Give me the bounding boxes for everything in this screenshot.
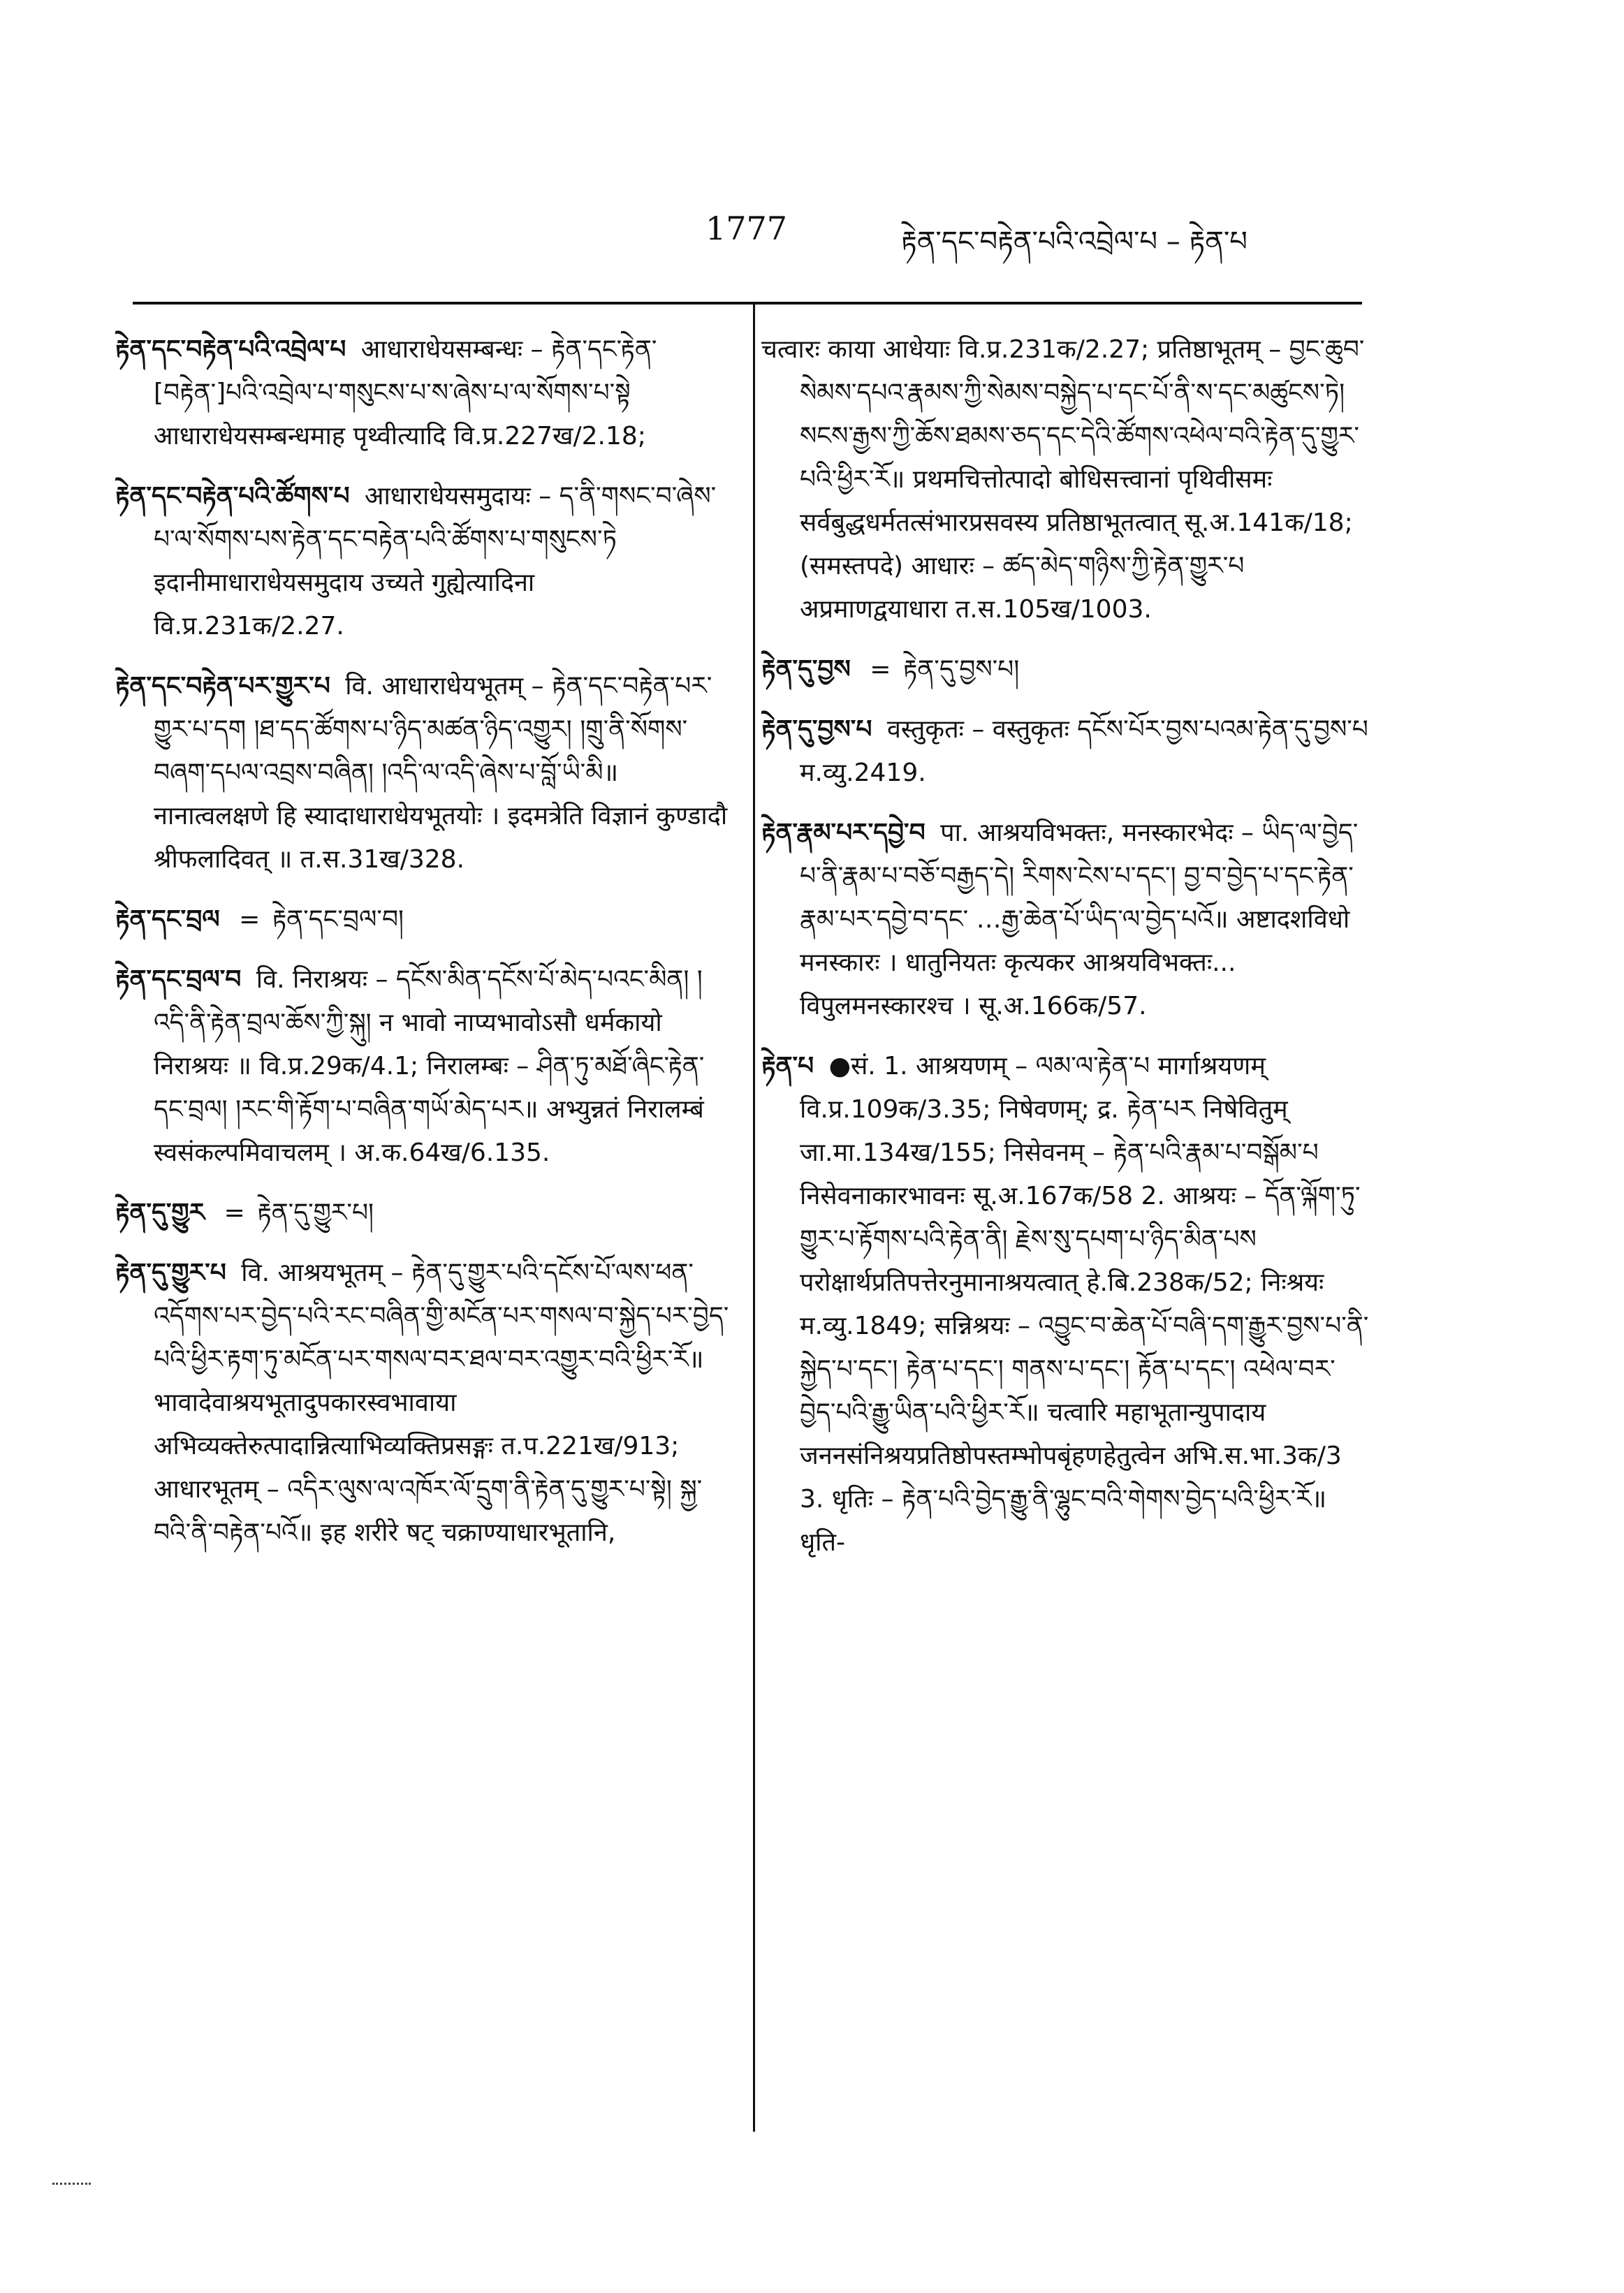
entry-body: ●सं. 1. आश्रयणम् – ལམ་ལ་རྟེན་པ मार्गाश्रयणम् वि.प्र.109क/3.35; निषेवणम्; द्र. རྟེན་པར निषेवितुम् जा.मा.134ख/155; निसेवनम् – རྟེན་པའི་རྣམ་པ་བསྒོམ་པ निसेवनाकारभावनः सू.अ.167क/58 2. आश्रयः – དོན་ལྐོག་ཏུ་གྱུར་པ་རྟོགས་པའི་རྟེན་ནི། རྗེས་སུ་དཔག་པ་ཉིད་མིན་པས परोक्षार्थप्रतिपत्तेरनुमानाश्रयत्वात् हे.बि.238क/52; निःश्रयः म.व्यु.1849; सन्निश्रयः – འབྱུང་བ་ཆེན་པོ་བཞི་དག་རྒྱུར་བྱས་པ་ནི་སྐྱེད་པ་དང་། རྟེན་པ་དང་། གནས་པ་དང་། རྟོན་པ་དང་། འཕེལ་བར་བྱེད་པའི་རྒྱུ་ཡིན་པའི་ཕྱིར་རོ॥ चत्वारि महाभूतान्युपादाय जननसंनिश्रयप्रतिष्ठोपस्तम्भोपबृंहणहेतुत्वेन अभि.स.भा.3क/3 3. धृतिः – རྟེན་པའི་བྱེད་རྒྱུ་ནི་ལྷུང་བའི་གེགས་བྱེད་པའི་ཕྱིར་རོ॥ धृति- [800,1052,1369,1557]
cross-reference-entry [761,648,1369,691]
entry-body: पा. आश्रयविभक्तः, मनस्कारभेदः – ཡིད་ལ་བྱེད་པ་ནི་རྣམ་པ་བཅོ་བརྒྱད་དེ། རིགས་ངེས་པ་དང་། བྱ་བ་བྱེད་པ་དང་རྟེན་རྣམ་པར་དབྱེ་བ་དང་ …རྒྱ་ཆེན་པོ་ཡིད་ལ་བྱེད་པའོ॥ अष्टादशविधो मनस्कारः । धातुनियतः कृत्यकर आश्रयविभक्तः... विपुलमनस्कारश्च । सू.अ.166क/57. [800,819,1359,1020]
entry-headword: རྟེན་དུ་བྱས [761,655,851,684]
entry-headword: རྟེན་པ [761,1052,814,1080]
entry-headword: རྟེན་དུ་གྱུར [115,1199,205,1227]
entry-body: वि. निराश्रयः – དངོས་མིན་དངོས་པོ་མེད་པའང་མིན། །འདི་ནི་རྟེན་བྲལ་ཆོས་ཀྱི་སྐུ། न भावो नाप्यभावोऽसौ धर्मकायो निराश्रयः ॥ वि.प्र.29क/4.1; निरालम्बः – ཤིན་ཏུ་མཐོ་ཞིང་རྟེན་དང་བྲལ། །རང་གི་རྟོག་པ་བཞིན་གཡོ་མེད་པར॥ अभ्युन्नतं निरालम्बं स्वसंकल्पमिवाचलम् । अ.क.64ख/6.135. [154,965,705,1167]
page-number: 1777 [705,210,788,247]
header-rule [133,302,1362,305]
entry-body: वि. आधाराधेयभूतम् – རྟེན་དང་བརྟེན་པར་གྱུར་པ་དག །ཐ་དད་ཚོགས་པ་ཉིད་མཚན་ཉིད་འགྱུར། །གྲུ་ནི་སོགས་བཞག་དཔལ་འབྲས་བཞིན། །འདི་ལ་འདི་ཞེས་པ་བློ་ཡི་མི॥ नानात्वलक्षणे हि स्यादाधाराधेयभूतयोः । इदमत्रेति विज्ञानं कुण्डादौ श्रीफलादिवत् ॥ त.स.31ख/328. [154,672,728,874]
entry-body: आधाराधेयसम्बन्धः – རྟེན་དང་རྟེན་[བརྟེན་]པའི་འབྲེལ་པ་གསུངས་པ་ས་ཞེས་པ་ལ་སོགས་པ་སྟེ आधाराधेयसम्बन्धमाह पृथ्वीत्यादि वि.प्र.227ख/2.18; [154,335,657,450]
dictionary-entry [115,665,730,881]
entry-body: चत्वारः काया आधेयाः वि.प्र.231क/2.27; प्रतिष्ठाभूतम् – བྱང་ཆུབ་སེམས་དཔའ་རྣམས་ཀྱི་སེམས་བསྐྱེད་པ་དང་པོ་ནི་ས་དང་མཚུངས་ཏེ། སངས་རྒྱས་ཀྱི་ཆོས་ཐམས་ཅད་དང་དེའི་ཚོགས་འཕེལ་བའི་རྟེན་དུ་གྱུར་པའི་ཕྱིར་རོ॥ प्रथमचित्तोत्पादो बोधिसत्त्वानां पृथिवीसमः सर्वबुद्धधर्मतत्संभारप्रसवस्य प्रतिष्ठाभूतत्वात् सू.अ.141क/18; (समस्तपदे) आधारः – ཚད་མེད་གཉིས་ཀྱི་རྟེན་གྱུར་པ अप्रमाणद्वयाधारा त.स.105ख/1003. [761,335,1365,624]
dictionary-entry [761,1045,1369,1565]
entry-body: आधाराधेयसमुदायः – ད་ནི་གསང་བ་ཞེས་པ་ལ་སོགས་པས་རྟེན་དང་བརྟེན་པའི་ཚོགས་པ་གསུངས་ཏེ इदानीमाधाराधेयसमुदाय उच्यते गुह्येत्यादिना वि.प्र.231क/2.27. [154,482,717,640]
entry-headword: རྟེན་དང་བརྟེན་པའི་ཚོགས་པ [115,482,350,511]
continued-entry [761,328,1369,631]
column-divider [753,302,755,2132]
entry-headword: རྟེན་དུ་བྱས་པ [761,715,872,744]
scan-smudge-mark [52,2176,91,2185]
entry-headword: རྟེན་དུ་གྱུར་པ [115,1259,226,1287]
cross-reference-entry [115,898,730,942]
dictionary-entry [115,328,730,458]
right-column [761,328,1369,1581]
entry-body: वस्तुकृतः – वस्तुकृतः དངོས་པོར་བྱས་པའམ་རྟེན་དུ་བྱས་པ म.व्यु.2419. [800,715,1368,787]
equals-sign: = [870,655,891,684]
entry-headword: རྟེན་དང་བརྟེན་པའི་འབྲེལ་པ [115,335,346,364]
dictionary-entry [761,708,1369,795]
equals-sign: = [224,1199,245,1227]
entry-headword: རྟེན་རྣམ་པར་དབྱེ་བ [761,819,926,847]
dictionary-entry [115,958,730,1175]
entry-body: वि. आश्रयभूतम् – རྟེན་དུ་གྱུར་པའི་དངོས་པོ་ལས་ཕན་འདོགས་པར་བྱེད་པའི་རང་བཞིན་གྱི་མངོན་པར་གསལ་བ་སྐྱེད་པར་བྱེད་པའི་ཕྱིར་རྟག་ཏུ་མངོན་པར་གསལ་བར་ཐལ་བར་འགྱུར་བའི་ཕྱིར་རོ॥ भावादेवाश्रयभूतादुपकारस्वभावाया अभिव्यक्तेरुत्पादान्नित्याभिव्यक्तिप्रसङ्गः त.प.221ख/913; आधारभूतम् – འདིར་ལུས་ལ་འཁོར་ལོ་དྲུག་ནི་རྟེན་དུ་གྱུར་པ་སྟེ། སྐྱ་བའི་ནི་བརྟེན་པའོ॥ इह शरीरे षट् चक्राण्याधारभूतानि, [154,1259,729,1547]
left-column [115,328,730,1572]
entry-headword: རྟེན་དང་བརྟེན་པར་གྱུར་པ [115,672,330,701]
cross-reference-entry [115,1192,730,1235]
cross-reference-target: རྟེན་དང་བྲལ་བ། [272,905,404,934]
dictionary-entry [115,475,730,648]
entry-headword: རྟེན་དང་བྲལ་བ [115,965,242,994]
entry-headword: རྟེན་དང་བྲལ [115,905,220,934]
running-head: རྟེན་དང་བརྟེན་པའི་འབྲེལ་པ – རྟེན་པ [901,226,1248,258]
cross-reference-target: རྟེན་དུ་བྱས་པ། [902,655,1020,684]
dictionary-entry [115,1252,730,1555]
dictionary-entry [761,812,1369,1028]
cross-reference-target: རྟེན་དུ་གྱུར་པ། [257,1199,374,1227]
equals-sign: = [239,905,261,934]
